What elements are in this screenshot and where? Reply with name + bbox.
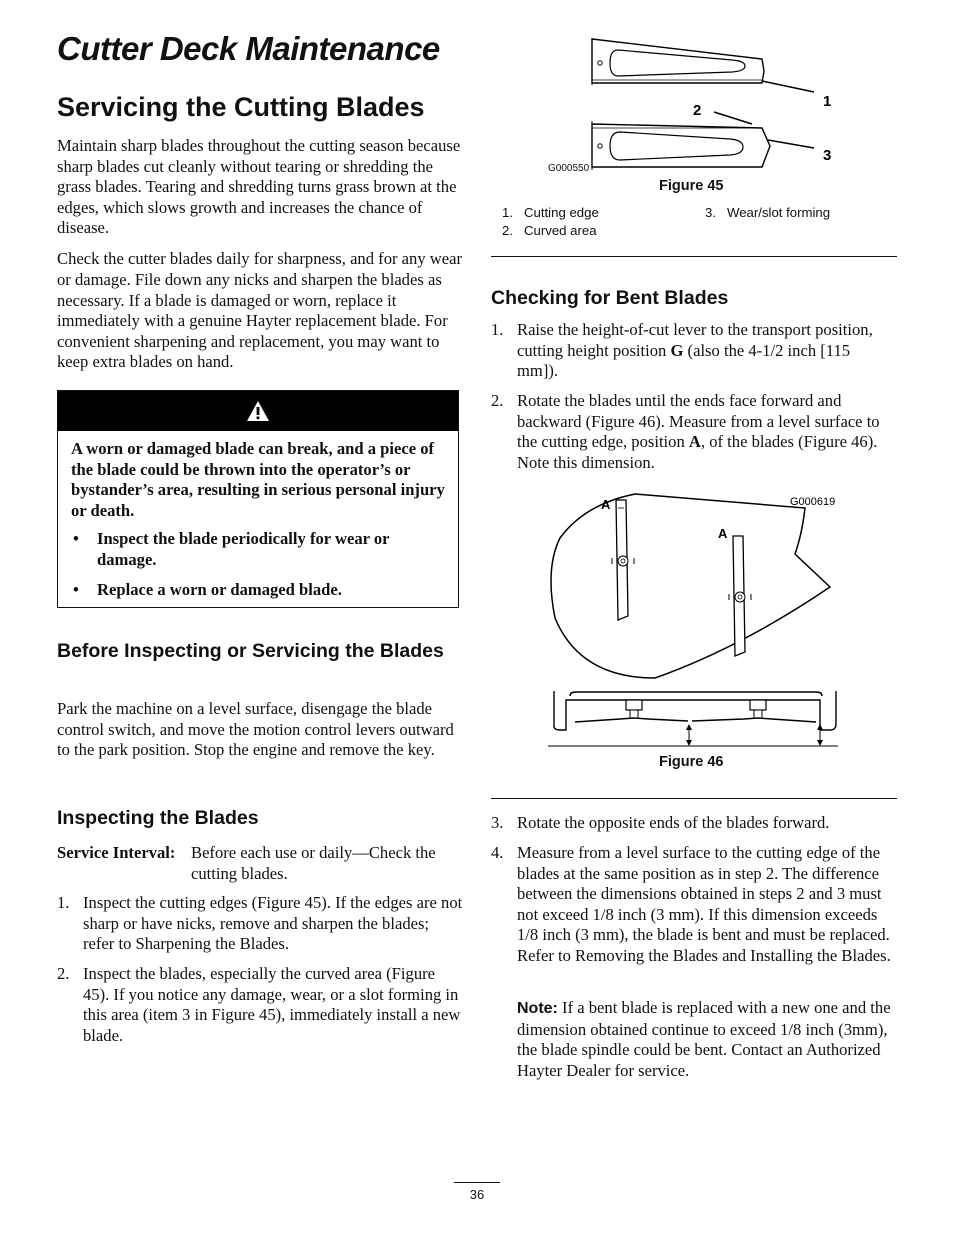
- blade-worn: [592, 38, 764, 85]
- warning-list: [71, 529, 446, 600]
- figure-45-blade-illustration: [540, 36, 860, 181]
- note: [517, 998, 899, 1081]
- before-heading: Before Inspecting or Servicing the Blades: [57, 640, 444, 662]
- bent-steps: [491, 320, 893, 483]
- note-label: Note:: [517, 1000, 558, 1017]
- bent-step-4: 4. Measure from a level surface to the cutting edge of the blades at the same position as in step 2. The difference between the dimensions obtained in steps 2 and 3 must not exceed 1/8 inch (3 mm). If this dimension exceeds 1/8 inch (3 mm), the blade is bent and must be replaced. Refer to Removing the Blades and Installing the Blades.: [491, 843, 891, 966]
- servicing-paragraph-1: Maintain sharp blades throughout the cutting season because sharp blades cut cleanly without tearing or shredding the grass blades. Tearing and shredding turns grass brown at the edges, which slows growth and increases the chance of disease.: [57, 136, 461, 238]
- warning-bullet: • Replace a worn or damaged blade.: [71, 580, 446, 601]
- servicing-paragraph-2: Check the cutter blades daily for sharpness, and for any wear or damage. File down any nicks and sharpen the blades as necessary. If a blade is damaged or worn, replace it immediately with a genuine Hayter replacement blade. For convenient sharpening and replacement, you may want to keep extra blades on hand.: [57, 249, 463, 372]
- bent-step-2: 2. Rotate the blades until the ends face forward and backward (Figure 46). Measure from a level surface to the cutting edge, position A, of the blades (Figure 46). Note this dimension.: [491, 391, 880, 473]
- figure-45-legend-2: 2. Curved area: [502, 223, 597, 238]
- inspecting-steps: [57, 893, 463, 1056]
- warning-box: [57, 390, 459, 608]
- blade-new: [592, 121, 770, 170]
- inspecting-heading: Inspecting the Blades: [57, 807, 259, 829]
- service-interval-label: Service Interval:: [57, 843, 176, 862]
- inspecting-step-1: 1. Inspect the cutting edges (Figure 45). If the edges are not sharp or have nicks, remove and sharpen the blades; refer to Sharpening the Blades.: [57, 893, 463, 954]
- callout-3: 3: [823, 147, 832, 164]
- callout-2: 2: [693, 102, 702, 119]
- figure-45-legend-1: 1. Cutting edge: [502, 205, 599, 220]
- position-a-label: A: [601, 497, 611, 512]
- figure-46-code: G000619: [790, 496, 836, 508]
- figure-46-deck-illustration: [540, 488, 850, 753]
- footer-rule: [454, 1182, 500, 1183]
- figure-46-caption: Figure 46: [659, 754, 724, 770]
- deck-side-view: [548, 691, 838, 746]
- position-a-label: A: [718, 526, 728, 541]
- callout-1: 1: [823, 93, 832, 110]
- note-text: If a bent blade is replaced with a new one and the dimension obtained continue to exceed 1/8 inch (3mm), the blade spindle could be bent. Contact an Authorized Hayter Dealer for service.: [517, 998, 891, 1080]
- divider: [491, 256, 897, 257]
- figure-45-caption: Figure 45: [659, 178, 724, 194]
- bent-heading: Checking for Bent Blades: [491, 287, 729, 309]
- bent-step-3: 3. Rotate the opposite ends of the blades forward.: [491, 813, 830, 832]
- warning-header: [58, 391, 458, 431]
- bent-steps-continued: [491, 813, 897, 976]
- figure-45-legend-3: 3. Wear/slot forming: [705, 205, 831, 220]
- inspecting-step-2: 2. Inspect the blades, especially the curved area (Figure 45). If you notice any damage, wear, or a slot forming in this area (item 3 in Figure 45), immediately install a new blade.: [57, 964, 461, 1046]
- page-title: Cutter Deck Maintenance: [57, 30, 440, 67]
- warning-bullet: • Inspect the blade periodically for wear or damage.: [71, 529, 446, 570]
- servicing-heading: Servicing the Cutting Blades: [57, 92, 425, 122]
- service-interval: [57, 843, 463, 883]
- divider: [491, 798, 897, 799]
- before-paragraph: Park the machine on a level surface, disengage the blade control switch, and move the motion control levers outward to the park position. Stop the engine and remove the key.: [57, 699, 454, 760]
- figure-45-code: G000550: [548, 163, 590, 174]
- bent-step-1: 1. Raise the height-of-cut lever to the transport position, cutting height position G (also the 4-1/2 inch [115 mm]).: [491, 320, 873, 381]
- warning-text: A worn or damaged blade can break, and a piece of the blade could be thrown into the operator’s or bystander’s area, resulting in serious personal injury or death.: [71, 439, 445, 520]
- page-number: 36: [469, 1187, 485, 1202]
- warning-triangle-icon: [246, 400, 270, 422]
- service-interval-text: Before each use or daily—Check the cutting blades.: [191, 843, 436, 883]
